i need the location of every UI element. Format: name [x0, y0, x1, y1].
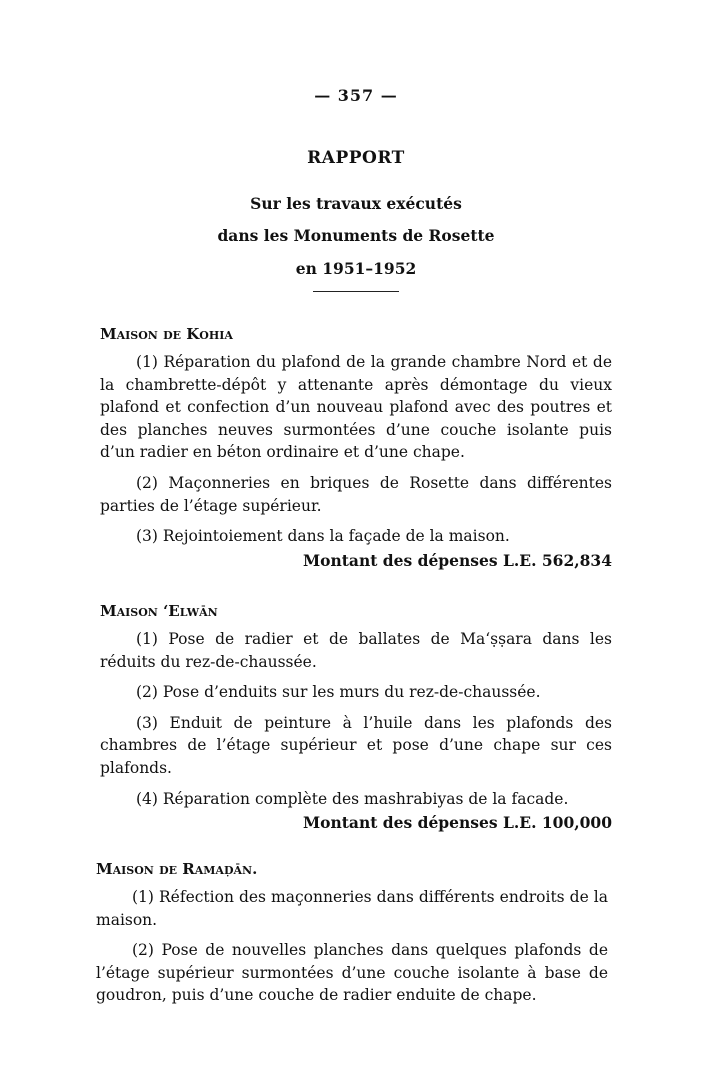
- paragraph: (1) Réfection des maçonneries dans différents endroits de la maison.: [96, 888, 608, 929]
- section-heading: Maison de Kohia: [100, 325, 233, 343]
- paragraph: (1) Pose de radier et de ballates de Ma‘ṣṣara dans les réduits du rez-de-chaussée.: [100, 630, 612, 671]
- paragraph: (4) Réparation complète des mashrabiyas de la facade.: [136, 789, 569, 808]
- section-maison-de-ramadan: [96, 858, 608, 1015]
- section-maison-elwan: [100, 600, 612, 834]
- expense-total: Montant des dépenses L.E. 100,000: [302, 813, 612, 833]
- paragraph: (3) Rejointoiement dans la façade de la maison.: [136, 527, 510, 546]
- document-page: [96, 0, 612, 1082]
- paragraph: (2) Pose de nouvelles planches dans quelques plafonds de l’étage supérieur surmontées d’une couche isolante à base de goudron, puis d’une couche de radier enduite de chape.: [96, 941, 608, 1005]
- report-title: RAPPORT: [307, 148, 405, 168]
- page-number: — 357 —: [314, 86, 398, 105]
- paragraph: (2) Maçonneries en briques de Rosette dans différentes parties de l’étage supérieur.: [100, 473, 612, 515]
- paragraph: (2) Pose d’enduits sur les murs du rez-de-chaussée.: [136, 683, 541, 702]
- expense-total: Montant des dépenses L.E. 562,834: [302, 550, 612, 570]
- section-heading: Maison de Ramaḍān.: [96, 860, 258, 878]
- section-heading: Maison ‘Elwān: [100, 602, 218, 620]
- paragraph: (1) Réparation du plafond de la grande chambre Nord et de la chambrette-dépôt y attenante après démontage du vieux plafond et confection d’un nouveau plafond avec des poutres et des planches neuves surmontées d’une couche isolante puis d’un radier en béton ordinaire et d’une chape.: [100, 353, 612, 462]
- title-divider: [313, 291, 399, 292]
- section-maison-de-kohia: [100, 323, 612, 572]
- paragraph: (3) Enduit de peinture à l’huile dans les plafonds des chambres de l’étage supérieur et pose d’une chape sur ces plafonds.: [100, 713, 612, 777]
- subtitle-line-2: dans les Monuments de Rosette: [217, 226, 495, 245]
- subtitle-line-3: en 1951–1952: [295, 259, 417, 278]
- subtitle-line-1: Sur les travaux exécutés: [250, 194, 462, 213]
